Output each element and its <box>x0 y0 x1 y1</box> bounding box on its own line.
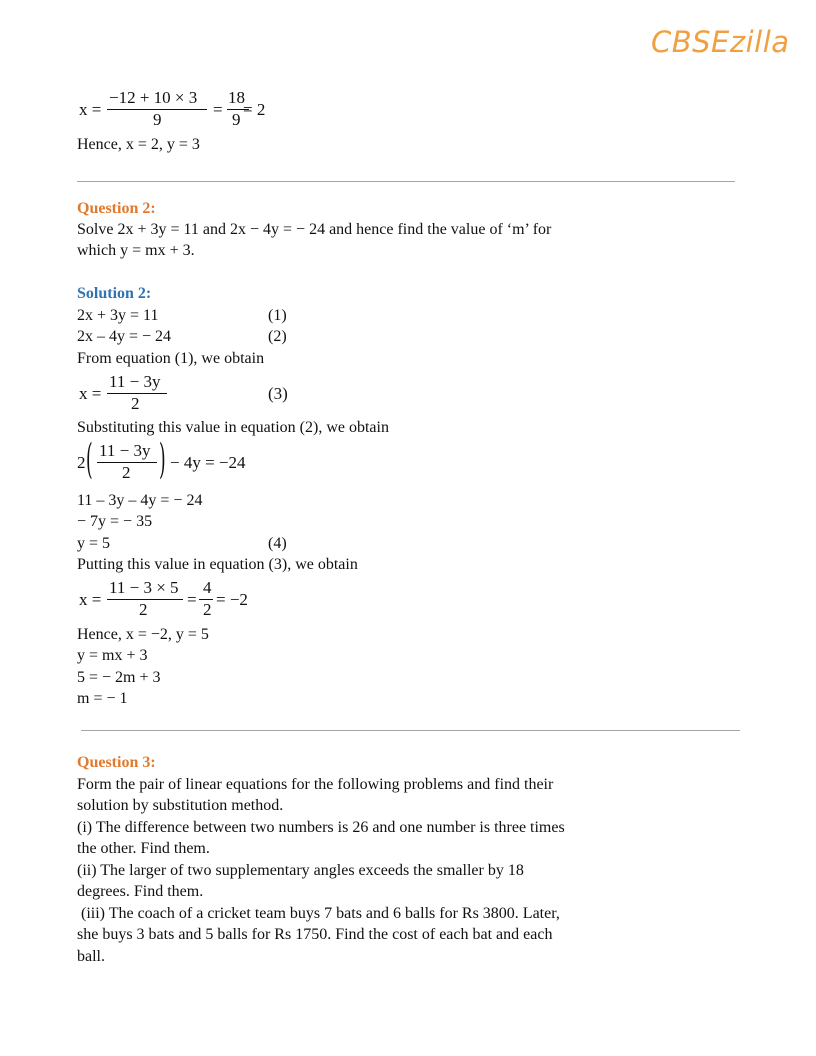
right-parenthesis: ) <box>159 437 166 485</box>
question-2-heading: Question 2: <box>77 200 156 217</box>
equation-line <box>77 534 377 554</box>
fraction-denominator: 2 <box>139 600 148 619</box>
equation-line: m = − 1 <box>77 690 128 707</box>
math-lhs: x = <box>79 590 102 609</box>
equation-line: 11 – 3y – 4y = − 24 <box>77 492 203 509</box>
equation-number: (3) <box>268 384 288 403</box>
text-line: Putting this value in equation (3), we obtain <box>77 556 358 573</box>
question-3-text: degrees. Find them. <box>77 883 204 900</box>
fraction-numerator: 11 − 3y <box>109 372 161 391</box>
fraction-denominator: 2 <box>131 394 140 413</box>
equation-number: (1) <box>268 307 287 324</box>
fraction-numerator: 4 <box>203 578 212 597</box>
math-lhs: x = <box>79 384 102 403</box>
fraction-denominator: 2 <box>203 600 212 619</box>
question-3-text: Form the pair of linear equations for the following problems and find their <box>77 776 554 793</box>
math-rhs: = −2 <box>216 590 248 609</box>
equation-x-expression <box>77 372 307 412</box>
fraction-denominator: 9 <box>232 110 241 129</box>
equation-text: 2x – 4y = − 24 <box>77 328 172 345</box>
fraction-numerator: 18 <box>228 88 245 107</box>
math-lhs: x = <box>79 100 102 119</box>
equation-line <box>77 327 377 347</box>
math-rest: − 4y = −24 <box>170 453 246 472</box>
question-3-text: the other. Find them. <box>77 840 210 857</box>
hence-line: Hence, x = −2, y = 5 <box>77 626 209 643</box>
equation-substitution <box>77 437 297 485</box>
question-3-heading: Question 3: <box>77 754 156 771</box>
question-3-text: ball. <box>77 948 105 965</box>
fraction-numerator: −12 + 10 × 3 <box>109 88 198 107</box>
question-2-text: Solve 2x + 3y = 11 and 2x − 4y = − 24 and hence find the value of ‘m’ for <box>77 221 552 238</box>
solution-2-heading: Solution 2: <box>77 285 152 302</box>
math-rhs: = 2 <box>243 100 266 119</box>
fraction-numerator: 11 − 3 × 5 <box>109 578 179 597</box>
fraction-numerator: 11 − 3y <box>99 441 151 460</box>
equation-text: 2x + 3y = 11 <box>77 307 159 324</box>
brand-logo: CBSEzilla <box>651 25 790 59</box>
equation-line: − 7y = − 35 <box>77 513 153 530</box>
fraction-denominator: 9 <box>153 110 162 129</box>
question-3-text: (iii) The coach of a cricket team buys 7 bats and 6 balls for Rs 3800. Later, <box>77 905 560 922</box>
equation-line <box>77 306 377 326</box>
equation-x-value <box>77 88 297 128</box>
equation-number: (4) <box>268 535 287 552</box>
divider <box>77 181 735 182</box>
math-coefficient: 2 <box>77 453 86 472</box>
text-line: Substituting this value in equation (2), we obtain <box>77 419 389 436</box>
left-parenthesis: ( <box>86 437 93 485</box>
math-equals: = <box>187 590 197 609</box>
question-3-text: (i) The difference between two numbers is 26 and one number is three times <box>77 819 565 836</box>
equation-text: y = 5 <box>77 535 111 552</box>
text-line: From equation (1), we obtain <box>77 350 265 367</box>
question-3-text: (ii) The larger of two supplementary angles exceeds the smaller by 18 <box>77 862 524 879</box>
equation-number: (2) <box>268 328 287 345</box>
question-3-text: she buys 3 bats and 5 balls for Rs 1750. Find the cost of each bat and each <box>77 926 553 943</box>
equation-x-result <box>77 578 297 618</box>
hence-line: Hence, x = 2, y = 3 <box>77 136 200 153</box>
equation-line: 5 = − 2m + 3 <box>77 669 161 686</box>
fraction-denominator: 2 <box>122 463 131 482</box>
question-2-text: which y = mx + 3. <box>77 242 195 259</box>
equation-line: y = mx + 3 <box>77 647 148 664</box>
math-equals: = <box>213 100 223 119</box>
divider <box>81 730 740 731</box>
question-3-text: solution by substitution method. <box>77 797 284 814</box>
